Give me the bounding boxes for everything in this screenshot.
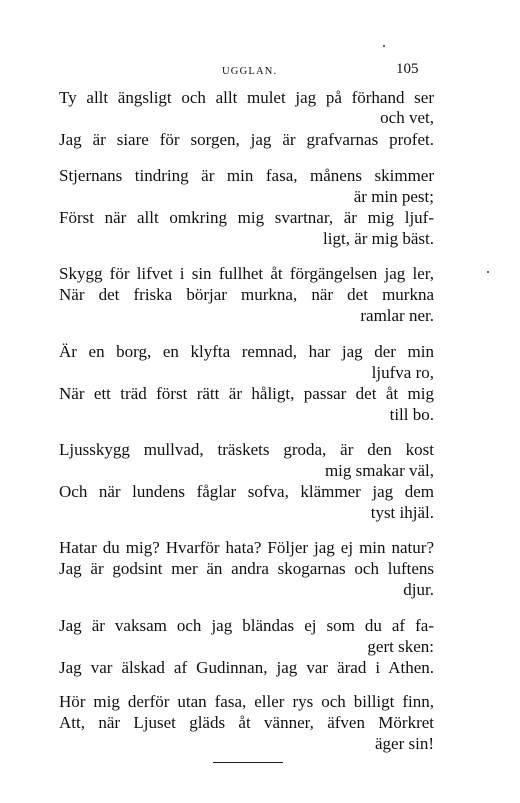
verse-line: Jag var älskad af Gudinnan, jag var ärad i Athen.: [59, 658, 434, 677]
verse-line-continuation: ramlar ner.: [360, 306, 434, 325]
verse-line: När det friska börjar murkna, när det murkna: [59, 285, 434, 304]
verse-line: Först när allt omkring mig svartnar, är mig ljuf-: [59, 208, 434, 227]
verse-line-continuation: till bo.: [389, 405, 434, 424]
verse-line: Jag är vaksam och jag bländas ej som du af fa-: [59, 616, 434, 635]
verse-line-continuation: ligt, är mig bäst.: [323, 229, 434, 248]
page-number: 105: [396, 61, 419, 77]
verse-line: Hör mig derför utan fasa, eller rys och billigt finn,: [59, 692, 434, 711]
verse-line: Stjernans tindring är min fasa, månens skimmer: [59, 166, 434, 185]
print-speck: [487, 271, 489, 273]
print-speck: [383, 45, 385, 47]
verse-line: Och när lundens fåglar sofva, klämmer jag dem: [59, 482, 434, 501]
verse-line: Hatar du mig? Hvarför hata? Följer jag ej min natur?: [59, 538, 434, 557]
verse-line-continuation: ljufva ro,: [371, 363, 434, 382]
verse-line: Är en borg, en klyfta remnad, har jag der min: [59, 342, 434, 361]
verse-line-continuation: djur.: [403, 580, 434, 599]
verse-line: Att, när Ljuset gläds åt vänner, äfven Mörkret: [59, 713, 434, 732]
verse-line: Jag är godsint mer än andra skogarnas och luftens: [59, 559, 434, 578]
verse-line: Ljusskygg mullvad, träskets groda, är den kost: [59, 440, 434, 459]
verse-line-continuation: äger sin!: [374, 734, 434, 753]
verse-line: Jag är siare för sorgen, jag är grafvarnas profet.: [59, 130, 434, 149]
verse-line: Ty allt ängsligt och allt mulet jag på förhand ser: [59, 88, 434, 107]
running-header-title: UGGLAN.: [222, 66, 278, 77]
verse-line-continuation: tyst ihjäl.: [370, 503, 434, 522]
closing-rule: [213, 762, 283, 763]
verse-line-continuation: är min pest;: [353, 187, 434, 206]
verse-line-continuation: mig smakar väl,: [324, 461, 434, 480]
verse-line: Skygg för lifvet i sin fullhet åt förgängelsen jag ler,: [59, 264, 434, 283]
verse-line: När ett träd först rätt är håligt, passar det åt mig: [59, 384, 434, 403]
verse-line-continuation: gert sken:: [367, 637, 434, 656]
verse-line-continuation: och vet,: [380, 108, 434, 127]
